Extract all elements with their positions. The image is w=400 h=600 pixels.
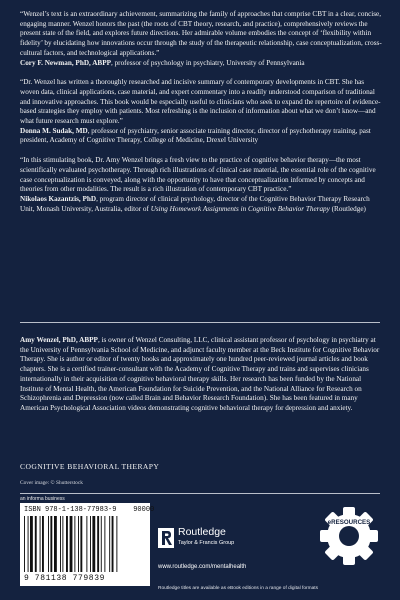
endorsement-newman bbox=[20, 10, 384, 68]
quote-text: “In this stimulating book, Dr. Amy Wenzel brings a fresh view to the practice of cognitive behavior therapy—the most scientifically evaluated psychotherapy. Through rich illustrations of clinical case material, the essential role of the cognitive case conceptualization is conveyed, along with the opportunity to have that conceptualization informed by concepts and theories from other modalities. The result is a rich illustration of contemporary CBT practice.” bbox=[20, 156, 376, 194]
quote-affiliation: , program director of clinical psychology, director of the Cognitive Behavior Therapy Research Unit, Monash University, Australia, editor of bbox=[20, 194, 370, 213]
eresources-label: eRESOURCES bbox=[327, 519, 371, 526]
publisher-subtitle: Taylor & Francis Group bbox=[178, 540, 235, 546]
eresources-badge-icon bbox=[318, 505, 380, 567]
quote-attribution bbox=[20, 195, 384, 214]
isbn-text: ISBN 978-1-138-77983-9 bbox=[24, 506, 117, 514]
quote-author: Cory F. Newman, PhD, ABPP bbox=[20, 58, 111, 67]
quote-book-title: Using Homework Assignments in Cognitive Behavior Therapy bbox=[150, 204, 330, 213]
barcode-bars-icon bbox=[24, 516, 146, 572]
ebook-footer: Routledge titles are available as eBook editions in a range of digital formats bbox=[158, 586, 318, 591]
quote-publisher-note: (Routledge) bbox=[329, 204, 366, 213]
quote-affiliation: , professor of psychology in psychiatry, University of Pennsylvania bbox=[110, 58, 305, 67]
endorsements bbox=[20, 10, 384, 224]
informa-tagline: an informa business bbox=[20, 496, 65, 502]
author-bio bbox=[20, 336, 384, 414]
endorsement-sudak bbox=[20, 78, 384, 146]
author-bio-text: , is owner of Wenzel Consulting, LLC, clinical assistant professor of psychology in psychiatry at the University of Pennsylvania School of Medicine, and adjunct faculty member at the Beck Institute for Cognitive Behavior Therapy. She is author or editor of twenty books and approximately one hundred peer-reviewed journal articles and book chapters. She is a certified trainer-consultant with the Academy of Cognitive Therapy and trains and supervises clinicians internationally in their acquisition of cognitive behavioral therapy skills. Her research has been funded by the National Institute of Mental Health, the American Foundation for Suicide Prevention, and the National Alliance for Research on Schizophrenia and Depression (now called Brain and Behavior Research Foundation). She has been featured in many American Psychological Association videos demonstrating cognitive behavioral therapy for depression and anxiety. bbox=[20, 336, 380, 412]
quote-author: Nikolaos Kazantzis, PhD bbox=[20, 194, 97, 203]
barcode bbox=[20, 503, 155, 586]
endorsement-kazantzis bbox=[20, 156, 384, 214]
publisher-url: www.routledge.com/mentalhealth bbox=[158, 564, 247, 570]
series-label: COGNITIVE BEHAVIORAL THERAPY bbox=[20, 462, 160, 471]
quote-attribution bbox=[20, 59, 384, 69]
isbn-label bbox=[24, 506, 154, 514]
quote-text: “Dr. Wenzel has written a thoroughly researched and incisive summary of contemporary developments in CBT. She has woven data, clinical applications, case material, and expert commentary into a readily understood comparison of traditional and innovative approaches. This book would be especially useful to clinicians who seek to expand the repertoire of evidence-based strategies they employ with patients. Most refreshing is the inclusion of information about what we don’t know—and what future research must explore.” bbox=[20, 78, 381, 126]
author-name: Amy Wenzel, PhD, ABPP bbox=[20, 336, 98, 344]
routledge-logo-icon bbox=[158, 528, 174, 548]
divider bbox=[20, 493, 380, 494]
quote-text: “Wenzel’s text is an extraordinary achievement, summarizing the family of approaches that comprise CBT in a clear, concise, engaging manner. Wenzel honors the past (the roots of CBT theory, research, and practice), comprehensively reviews the present state of the field, and explores future directions. Her admirable volume embodies the concept of ‘flexibility within fidelity’ by elucidating how innovations occur through the study of the therapeutic relationship, case conceptualization, cross-cultural factors, and technological applications.” bbox=[20, 10, 382, 57]
price-code: 90000 bbox=[133, 506, 155, 514]
barcode-number: 9 781138 779839 bbox=[24, 574, 106, 583]
quote-attribution bbox=[20, 127, 384, 146]
quote-affiliation: , professor of psychiatry, senior associate training director, director of psychotherapy training, past president, Academy of Cognitive Therapy, College of Medicine, Drexel University bbox=[20, 126, 371, 145]
cover-credit: Cover image: © Shutterstock bbox=[20, 480, 83, 486]
publisher-name: Routledge bbox=[178, 526, 226, 538]
divider bbox=[20, 322, 380, 323]
quote-author: Donna M. Sudak, MD bbox=[20, 126, 88, 135]
